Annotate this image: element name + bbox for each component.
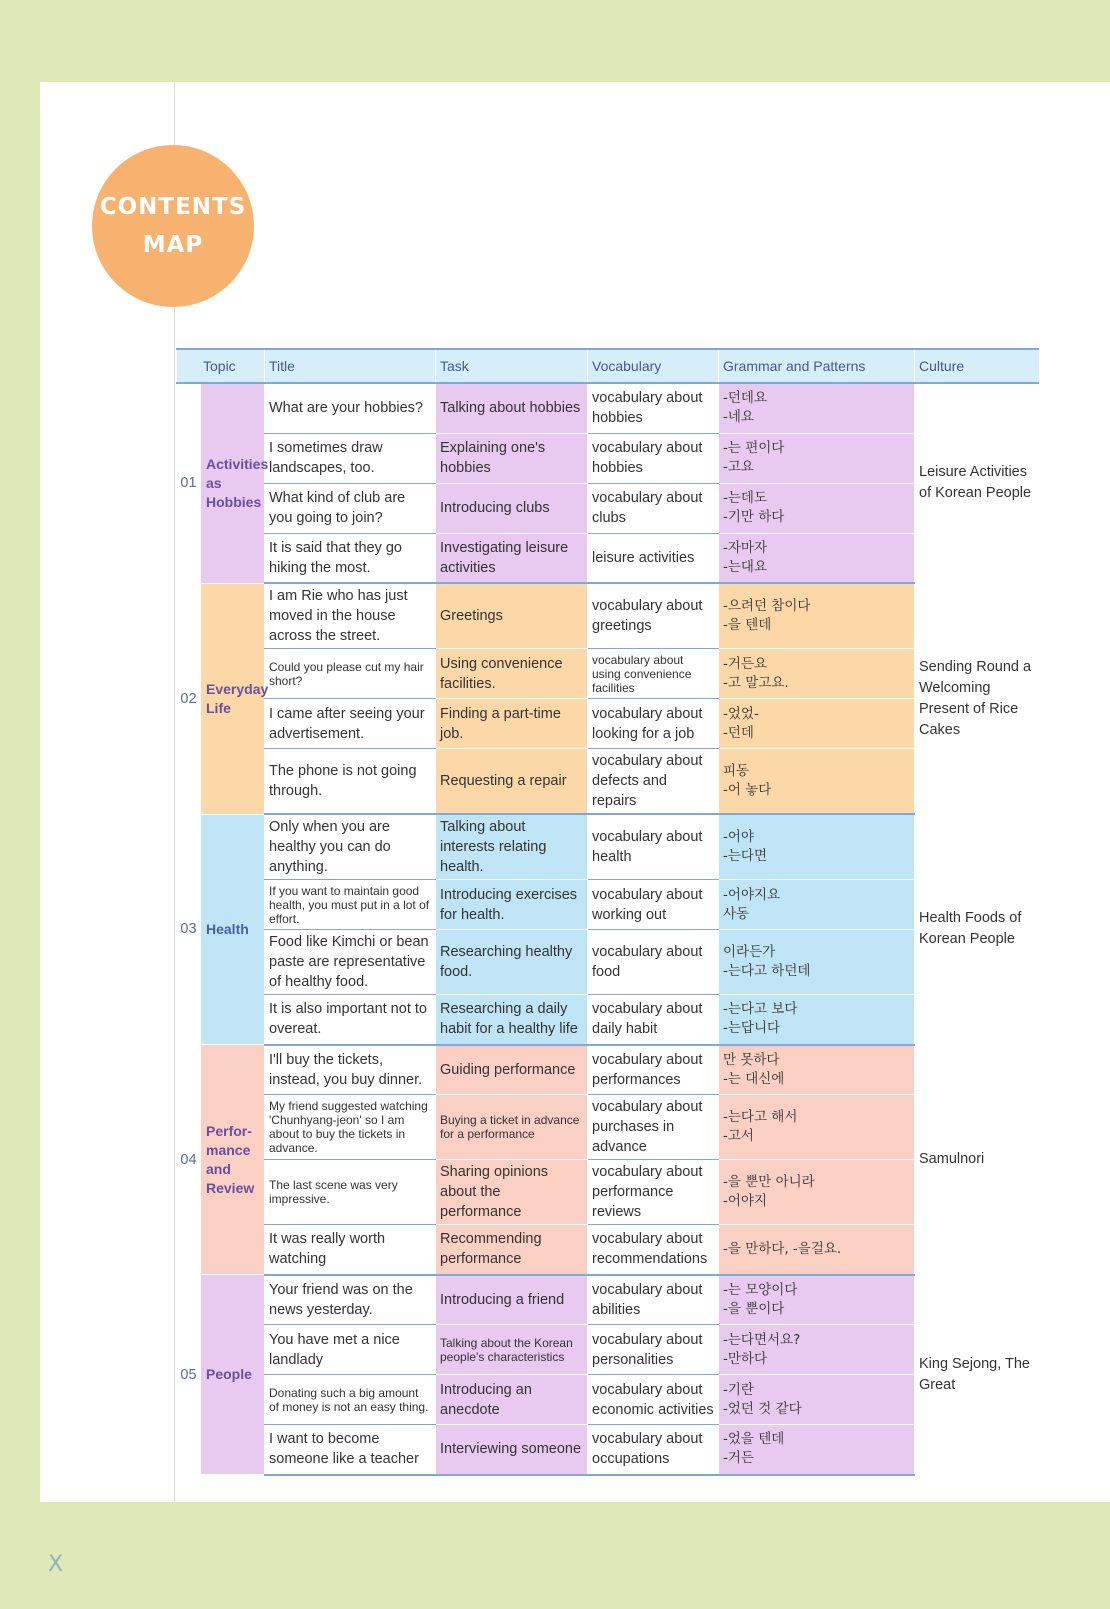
lesson-title: Only when you are healthy you can do anything. <box>265 814 436 880</box>
lesson-title: I came after seeing your advertisement. <box>265 699 436 749</box>
grammar-line-1: -는 편이다 <box>723 440 785 456</box>
grammar-line-1: -는 모양이다 <box>723 1281 798 1298</box>
unit-culture: Samulnori <box>915 1045 1039 1275</box>
grammar-line-2: -거든 <box>723 1450 754 1467</box>
lesson-task: Introducing clubs <box>436 483 588 533</box>
lesson-title: I am Rie who has just moved in the house across the street. <box>265 583 436 649</box>
grammar-line-2: -었던 것 같다 <box>723 1400 802 1417</box>
unit-topic: People <box>201 1275 265 1475</box>
grammar-line-1: -던데요 <box>723 390 767 407</box>
lesson-task: Introducing an anecdote <box>436 1375 588 1425</box>
grammar-line-1: -을 뿐만 아니라 <box>723 1174 815 1190</box>
lesson-title: If you want to maintain good health, you must put in a lot of effort. <box>265 880 436 930</box>
grammar-line-2: -네요 <box>723 409 754 426</box>
lesson-title: You have met a nice landlady <box>265 1325 436 1375</box>
table-row <box>177 1275 1039 1325</box>
grammar-line-2: -을 뿐이다 <box>723 1300 785 1317</box>
lesson-task: Explaining one's hobbies <box>436 433 588 483</box>
lesson-grammar <box>719 1160 915 1225</box>
lesson-title: My friend suggested watching 'Chunhyang-jeon' so I am about to buy the tickets in advance. <box>265 1095 436 1160</box>
lesson-title: Your friend was on the news yesterday. <box>265 1275 436 1325</box>
grammar-line-1: -어야 <box>723 829 754 845</box>
unit-topic: Activities as Hobbies <box>201 383 265 583</box>
lesson-title: What are your hobbies? <box>265 383 436 433</box>
unit-topic: Health <box>201 814 265 1045</box>
grammar-line-2: 사동 <box>723 905 750 922</box>
lesson-vocabulary: vocabulary about purchases in advance <box>588 1095 719 1160</box>
lesson-vocabulary: vocabulary about economic activities <box>588 1375 719 1425</box>
badge-line-2: MAP <box>142 232 204 258</box>
grammar-line-2: -만하다 <box>723 1350 767 1367</box>
lesson-vocabulary: vocabulary about daily habit <box>588 995 719 1045</box>
lesson-grammar <box>719 583 915 649</box>
lesson-vocabulary: vocabulary about working out <box>588 880 719 930</box>
lesson-vocabulary: vocabulary about personalities <box>588 1325 719 1375</box>
grammar-line-1: -는다고 보다 <box>723 1001 798 1018</box>
header-grammar: Grammar and Patterns <box>719 349 915 383</box>
lesson-vocabulary: vocabulary about looking for a job <box>588 699 719 749</box>
table-row <box>177 1425 1039 1475</box>
grammar-line-2: -는대요 <box>723 558 767 575</box>
table-row <box>177 1225 1039 1275</box>
grammar-line-2: -는다면 <box>723 848 767 864</box>
grammar-line-1: -었었- <box>723 705 759 722</box>
table-row <box>177 995 1039 1045</box>
grammar-line-1: -거든요 <box>723 655 767 672</box>
table-row <box>177 483 1039 533</box>
lesson-task: Introducing exercises for health. <box>436 880 588 930</box>
unit-culture: Leisure Activities of Korean People <box>915 383 1039 583</box>
table-row <box>177 383 1039 433</box>
grammar-line-1: 만 못하다 <box>723 1051 780 1068</box>
lesson-title: Donating such a big amount of money is not an easy thing. <box>265 1375 436 1425</box>
lesson-title: It was really worth watching <box>265 1225 436 1275</box>
unit-number: 04 <box>177 1045 201 1275</box>
lesson-grammar <box>719 699 915 749</box>
table-row <box>177 1160 1039 1225</box>
lesson-task: Talking about interests relating health. <box>436 814 588 880</box>
grammar-line-1: -었을 텐데 <box>723 1431 785 1448</box>
lesson-title: I want to become someone like a teacher <box>265 1425 436 1475</box>
lesson-grammar <box>719 533 915 583</box>
lesson-title: What kind of club are you going to join? <box>265 483 436 533</box>
grammar-line-2: -는다고 하던데 <box>723 963 811 979</box>
lesson-task: Buying a ticket in advance for a performance <box>436 1095 588 1160</box>
lesson-grammar <box>719 749 915 815</box>
table-row <box>177 649 1039 699</box>
grammar-line-2: -기만 하다 <box>723 509 785 525</box>
contents-map-badge <box>92 145 254 307</box>
lesson-title: The last scene was very impressive. <box>265 1160 436 1225</box>
lesson-grammar <box>719 1375 915 1425</box>
header-task: Task <box>436 349 588 383</box>
lesson-vocabulary: vocabulary about occupations <box>588 1425 719 1475</box>
lesson-task: Recommending performance <box>436 1225 588 1275</box>
lesson-vocabulary: vocabulary about hobbies <box>588 383 719 433</box>
badge-line-1: CONTENTS <box>99 194 247 220</box>
lesson-title: The phone is not going through. <box>265 749 436 815</box>
unit-culture: Sending Round a Welcoming Present of Rice Cakes <box>915 583 1039 814</box>
unit-number: 03 <box>177 814 201 1045</box>
lesson-task: Researching a daily habit for a healthy life <box>436 995 588 1045</box>
grammar-line-2: -을 텐데 <box>723 617 772 633</box>
lesson-vocabulary: vocabulary about food <box>588 930 719 995</box>
header-culture: Culture <box>915 349 1039 383</box>
grammar-line-2: -던데 <box>723 724 754 741</box>
header-row <box>177 349 1039 383</box>
lesson-title: Food like Kimchi or bean paste are representative of healthy food. <box>265 930 436 995</box>
lesson-title: I sometimes draw landscapes, too. <box>265 433 436 483</box>
lesson-grammar <box>719 814 915 880</box>
lesson-title: Could you please cut my hair short? <box>265 649 436 699</box>
lesson-task: Interviewing someone <box>436 1425 588 1475</box>
unit-number: 02 <box>177 583 201 814</box>
table-body <box>177 383 1039 1475</box>
grammar-line-2: -는답니다 <box>723 1020 781 1037</box>
grammar-line-2: -어야지 <box>723 1193 767 1209</box>
unit-number: 01 <box>177 383 201 583</box>
header-topic: Topic <box>177 349 265 383</box>
grammar-line-1: -으려던 참이다 <box>723 598 811 614</box>
table-row <box>177 1375 1039 1425</box>
grammar-line-2: -고서 <box>723 1128 754 1144</box>
lesson-task: Requesting a repair <box>436 749 588 815</box>
lesson-vocabulary: vocabulary about defects and repairs <box>588 749 719 815</box>
lesson-grammar <box>719 1225 915 1275</box>
grammar-line-1: -기란 <box>723 1381 754 1398</box>
header-vocabulary: Vocabulary <box>588 349 719 383</box>
unit-culture: King Sejong, The Great <box>915 1275 1039 1475</box>
grammar-line-1: -어야지요 <box>723 886 781 903</box>
table-row <box>177 880 1039 930</box>
unit-topic: Everyday Life <box>201 583 265 814</box>
lesson-vocabulary: vocabulary about hobbies <box>588 433 719 483</box>
lesson-vocabulary: vocabulary about clubs <box>588 483 719 533</box>
grammar-line-2: -고 말고요. <box>723 674 789 691</box>
lesson-vocabulary: vocabulary about performances <box>588 1045 719 1095</box>
table-row <box>177 1325 1039 1375</box>
lesson-grammar <box>719 383 915 433</box>
lesson-task: Finding a part-time job. <box>436 699 588 749</box>
lesson-task: Talking about hobbies <box>436 383 588 433</box>
grammar-line-1: -자마자 <box>723 539 767 556</box>
grammar-line-1: 피동 <box>723 763 750 779</box>
grammar-line-2: -고요 <box>723 459 754 475</box>
lesson-grammar <box>719 1045 915 1095</box>
unit-number: 05 <box>177 1275 201 1475</box>
lesson-title: It is said that they go hiking the most. <box>265 533 436 583</box>
lesson-title: I'll buy the tickets, instead, you buy dinner. <box>265 1045 436 1095</box>
lesson-grammar <box>719 995 915 1045</box>
page-number: X <box>48 1552 64 1577</box>
lesson-grammar <box>719 649 915 699</box>
table-row <box>177 433 1039 483</box>
lesson-grammar <box>719 1275 915 1325</box>
table-row <box>177 930 1039 995</box>
lesson-title: It is also important not to overeat. <box>265 995 436 1045</box>
grammar-line-1: -는데도 <box>723 490 767 506</box>
lesson-task: Investigating leisure activities <box>436 533 588 583</box>
table-row <box>177 749 1039 815</box>
lesson-task: Guiding performance <box>436 1045 588 1095</box>
unit-culture: Health Foods of Korean People <box>915 814 1039 1045</box>
lesson-vocabulary: vocabulary about performance reviews <box>588 1160 719 1225</box>
lesson-task: Researching healthy food. <box>436 930 588 995</box>
lesson-vocabulary: leisure activities <box>588 533 719 583</box>
lesson-vocabulary: vocabulary about health <box>588 814 719 880</box>
table-row <box>177 1095 1039 1160</box>
lesson-vocabulary: vocabulary about greetings <box>588 583 719 649</box>
grammar-line-2: -는 대신에 <box>723 1070 785 1087</box>
lesson-task: Sharing opinions about the performance <box>436 1160 588 1225</box>
header-title: Title <box>265 349 436 383</box>
lesson-vocabulary: vocabulary about recommendations <box>588 1225 719 1275</box>
lesson-grammar <box>719 1095 915 1160</box>
lesson-vocabulary: vocabulary about using convenience facilities <box>588 649 719 699</box>
table-row <box>177 814 1039 880</box>
lesson-task: Introducing a friend <box>436 1275 588 1325</box>
lesson-task: Using convenience facilities. <box>436 649 588 699</box>
lesson-grammar <box>719 880 915 930</box>
lesson-grammar <box>719 930 915 995</box>
lesson-task: Greetings <box>436 583 588 649</box>
lesson-grammar <box>719 1325 915 1375</box>
contents-table <box>176 348 1039 1476</box>
lesson-grammar <box>719 1425 915 1475</box>
grammar-line-1: 이라든가 <box>723 944 776 960</box>
grammar-line-1: -을 만하다, -을걸요. <box>723 1240 842 1257</box>
lesson-vocabulary: vocabulary about abilities <box>588 1275 719 1325</box>
table-row <box>177 699 1039 749</box>
lesson-grammar <box>719 433 915 483</box>
grammar-line-1: -는다면서요? <box>723 1331 801 1348</box>
table-row <box>177 533 1039 583</box>
lesson-task: Talking about the Korean people's characteristics <box>436 1325 588 1375</box>
table-row <box>177 1045 1039 1095</box>
grammar-line-1: -는다고 해서 <box>723 1109 798 1125</box>
unit-topic: Perfor-mance and Review <box>201 1045 265 1275</box>
table-row <box>177 583 1039 649</box>
lesson-grammar <box>719 483 915 533</box>
grammar-line-2: -어 놓다 <box>723 782 772 798</box>
